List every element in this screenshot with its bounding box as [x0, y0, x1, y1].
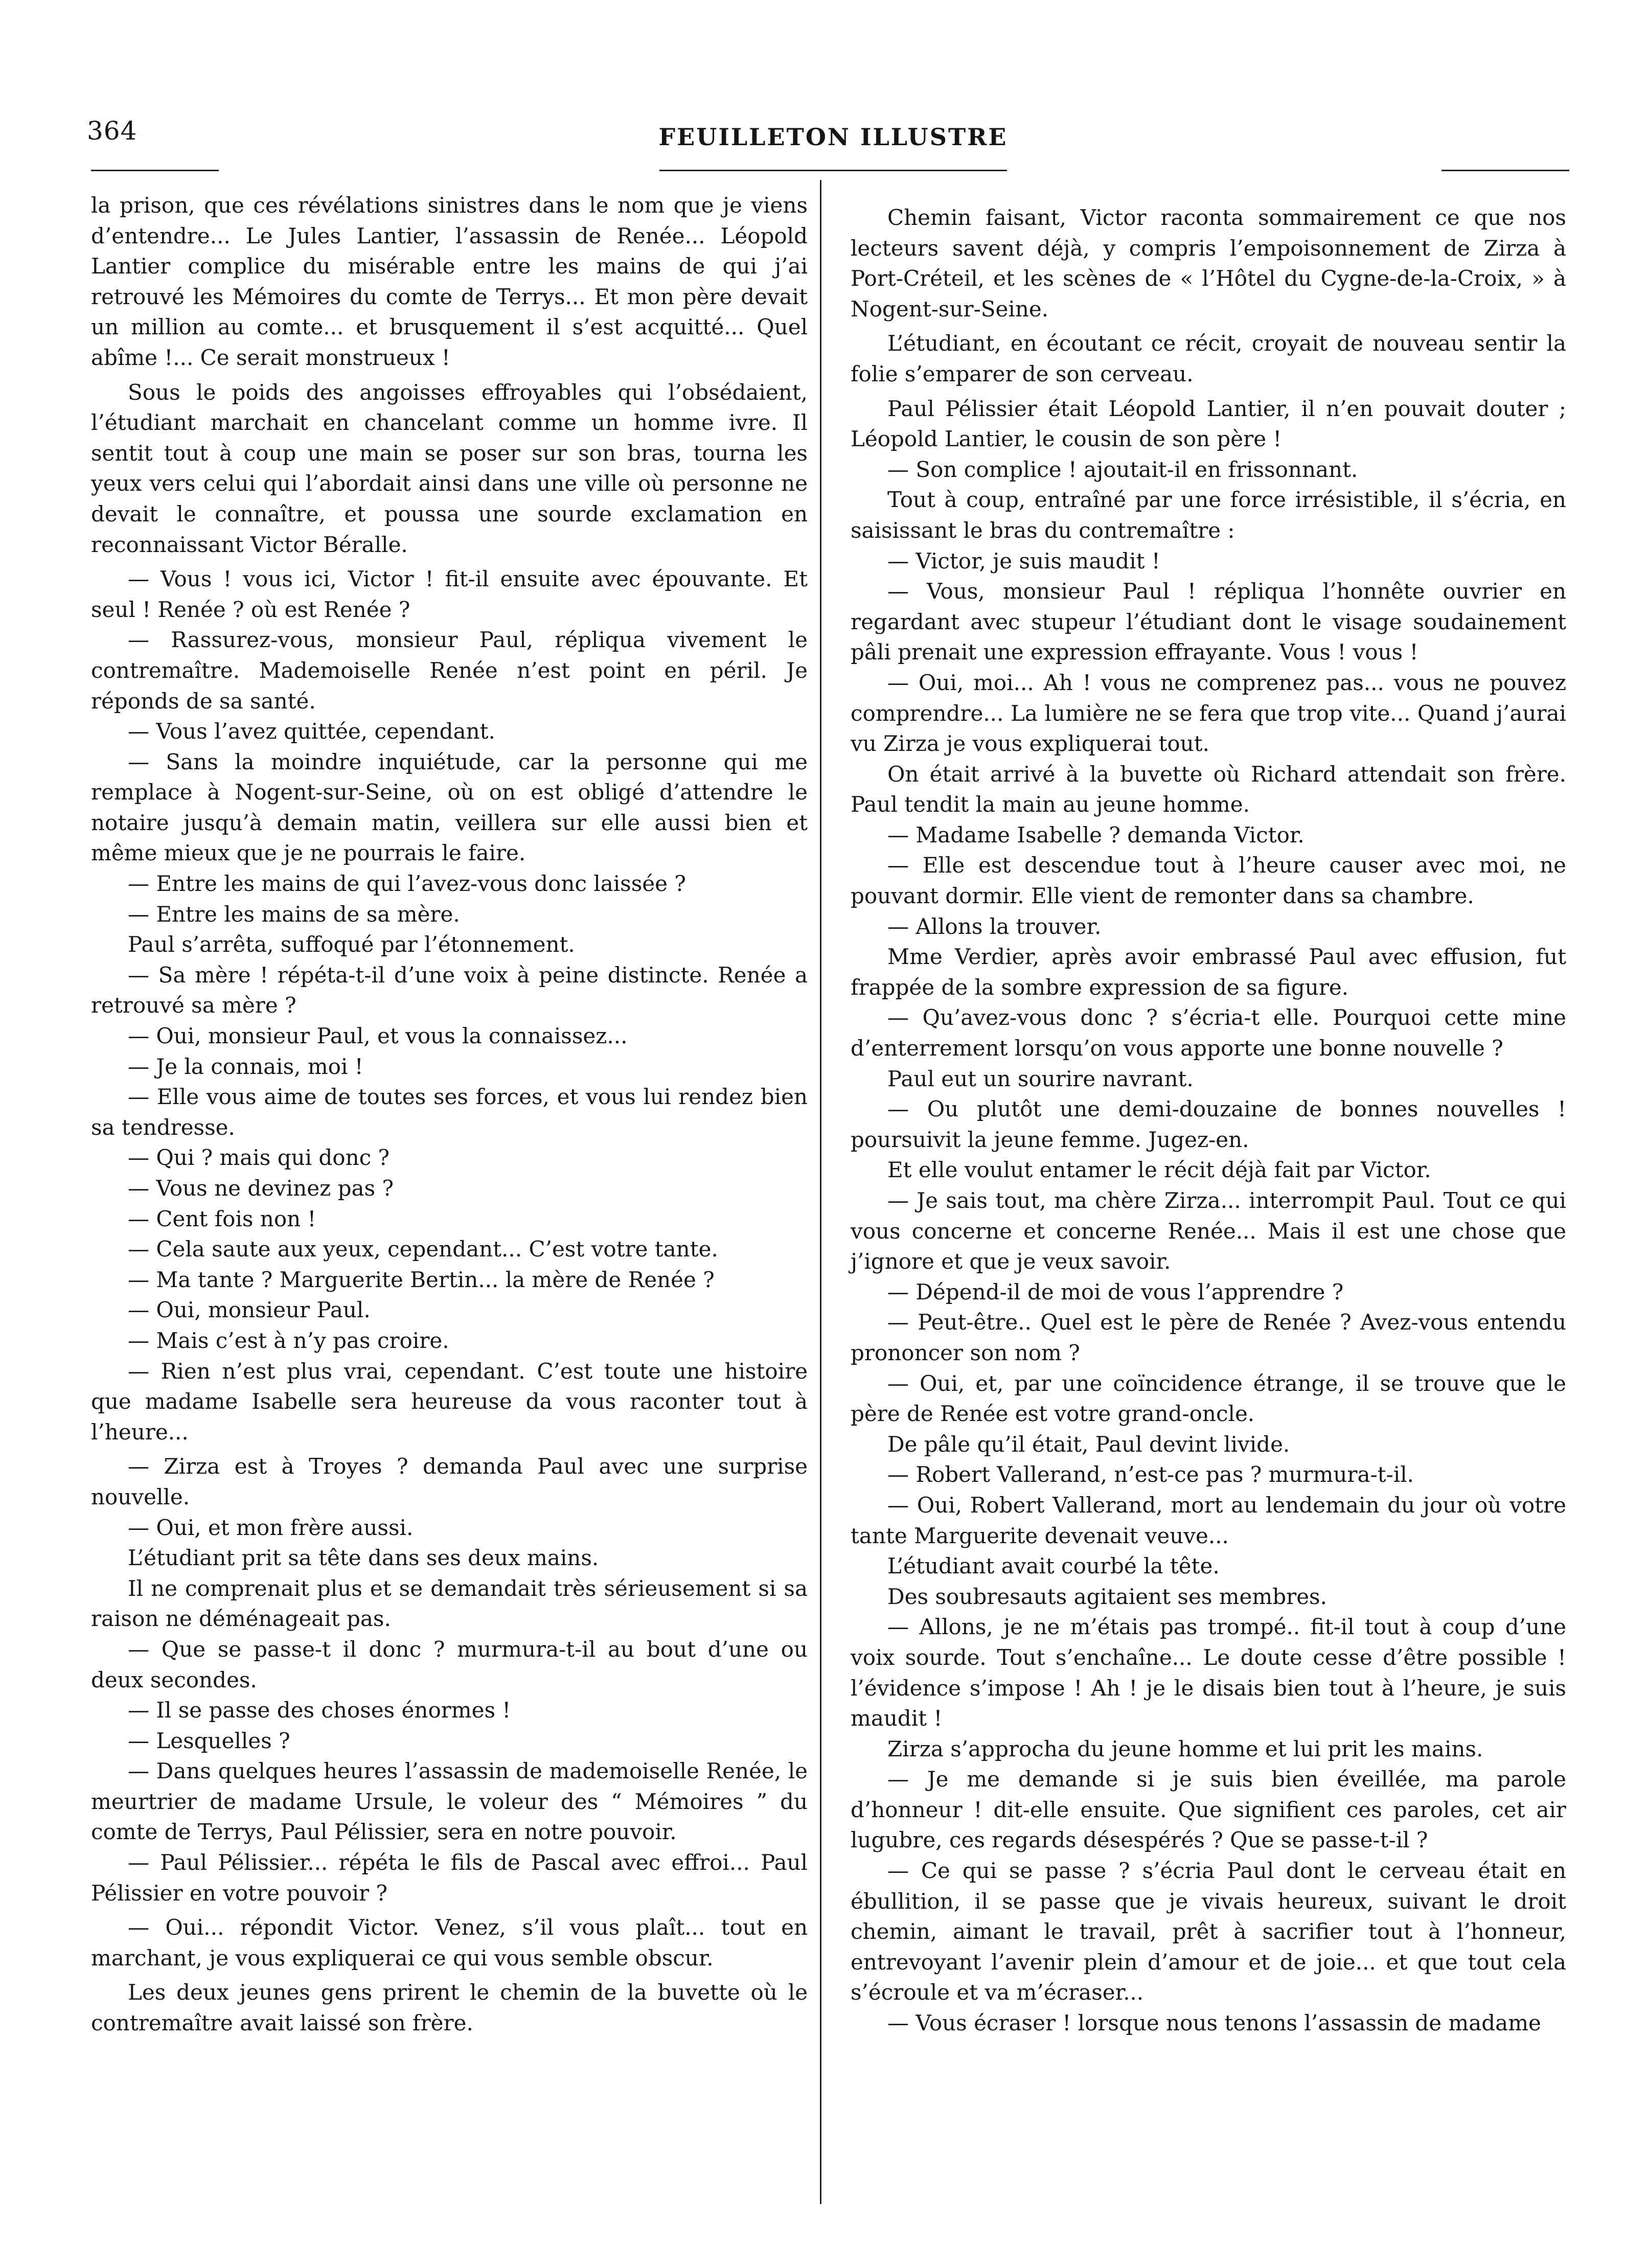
paragraph: L’étudiant prit sa tête dans ses deux mains.	[128, 1545, 599, 1571]
paragraph: la prison, que ces révélations sinistres dans le nom que je viens d’entendre... Le Jules Lantier, l’assassin de Renée... Léopold Lantier complice du misérable entre les mains de qui j’ai retrouvé les Mémoires du comte de Terrys... Et mon père devait un million au comte... et brusquement il s’est acquitté... Quel abîme !... Ce serait monstrueux !	[91, 193, 808, 370]
paragraph: — Je sais tout, ma chère Zirza... interrompit Paul. Tout ce qui vous concerne et concerne Renée... Mais il est une chose que j’ignore et que je veux savoir.	[851, 1188, 1566, 1274]
paragraph: — Cela saute aux yeux, cependant... C’est votre tante.	[128, 1236, 718, 1262]
paragraph: — Oui, Robert Vallerand, mort au lendemain du jour où votre tante Marguerite devenait veuve...	[851, 1492, 1566, 1548]
paragraph: — Entre les mains de qui l’avez-vous donc laissée ?	[128, 871, 686, 897]
paragraph: L’étudiant avait courbé la tête.	[887, 1553, 1220, 1579]
paragraph: Paul s’arrêta, suffoqué par l’étonnement.	[128, 932, 575, 957]
paragraph: L’étudiant, en écoutant ce récit, croyait de nouveau sentir la folie s’emparer de son cerveau.	[851, 331, 1566, 386]
paragraph: — Elle est descendue tout à l’heure causer avec moi, ne pouvant dormir. Elle vient de remonter dans sa chambre.	[851, 853, 1566, 909]
paragraph: — Oui, moi... Ah ! vous ne comprenez pas... vous ne pouvez comprendre... La lumière ne se fera que trop vite... Quand j’aurai vu Zirza je vous expliquerai tout.	[851, 670, 1566, 757]
paragraph: — Oui... répondit Victor. Venez, s’il vous plaît... tout en marchant, je vous expliquerai ce qui vous semble obscur.	[91, 1915, 808, 1971]
paragraph: — Qu’avez-vous donc ? s’écria-t elle. Pourquoi cette mine d’enterrement lorsqu’on vous apporte une bonne nouvelle ?	[851, 1005, 1566, 1061]
paragraph: — Ce qui se passe ? s’écria Paul dont le cerveau était en ébullition, il se passe que je vivais heureux, suivant le droit chemin, aimant le travail, prêt à sacrifier tout à l’honneur, entrevoyant l’avenir plein d’amour et de joie... et que tout cela s’écroule et va m’écraser...	[851, 1858, 1566, 2005]
paragraph: — Sa mère ! répéta-t-il d’une voix à peine distincte. Renée a retrouvé sa mère ?	[91, 962, 808, 1018]
paragraph: — Vous écraser ! lorsque nous tenons l’assassin de madame	[887, 2010, 1541, 2036]
paragraph: — Je me demande si je suis bien éveillée, ma parole d’honneur ! dit-elle ensuite. Que signifient ces paroles, cet air lugubre, ces regards désespérés ? Que se passe-t-il ?	[851, 1767, 1566, 1853]
paragraph: — Oui, monsieur Paul.	[128, 1297, 371, 1323]
paragraph: Tout à coup, entraîné par une force irrésistible, il s’écria, en saisissant le bras du contremaître :	[851, 487, 1566, 543]
paragraph: Paul Pélissier était Léopold Lantier, il n’en pouvait douter ; Léopold Lantier, le cousin de son père !	[851, 396, 1566, 452]
paragraph: — Entre les mains de sa mère.	[128, 901, 460, 927]
paragraph: — Vous ne devinez pas ?	[128, 1176, 394, 1201]
left-column	[91, 190, 808, 2038]
header-rule-center	[659, 170, 1007, 171]
running-title: FEUILLETON ILLUSTRE	[658, 123, 1008, 151]
paragraph: Mme Verdier, après avoir embrassé Paul avec effusion, fut frappée de la sombre expression de sa figure.	[851, 944, 1566, 1000]
paragraph: — Madame Isabelle ? demanda Victor.	[887, 822, 1304, 847]
paragraph: — Son complice ! ajoutait-il en frissonnant.	[887, 456, 1358, 482]
paragraph: Zirza s’approcha du jeune homme et lui prit les mains.	[887, 1736, 1483, 1761]
paragraph: — Sans la moindre inquiétude, car la personne qui me remplace à Nogent-sur-Seine, où on est obligé d’attendre le notaire jusqu’à demain matin, veillera sur elle aussi bien et même mieux que je ne pourrais le faire.	[91, 749, 808, 866]
paragraph: — Elle vous aime de toutes ses forces, et vous lui rendez bien sa tendresse.	[91, 1084, 808, 1140]
paragraph: — Robert Vallerand, n’est-ce pas ? murmura-t-il.	[887, 1462, 1414, 1487]
paragraph: — Oui, et, par une coïncidence étrange, il se trouve que le père de Renée est votre grand-oncle.	[851, 1370, 1566, 1427]
paragraph: On était arrivé à la buvette où Richard attendait son frère. Paul tendit la main au jeune homme.	[851, 761, 1566, 817]
paragraph: — Paul Pélissier... répéta le fils de Pascal avec effroi... Paul Pélissier en votre pouvoir ?	[91, 1850, 808, 1906]
paragraph: Et elle voulut entamer le récit déjà fait par Victor.	[887, 1157, 1431, 1183]
paragraph: — Qui ? mais qui donc ?	[128, 1145, 390, 1171]
header-rule-right	[1441, 170, 1569, 171]
paragraph: — Ou plutôt une demi-douzaine de bonnes nouvelles ! poursuivit la jeune femme. Jugez-en.	[851, 1096, 1566, 1152]
paragraph: — Je la connais, moi !	[128, 1053, 363, 1079]
paragraph: — Oui, et mon frère aussi.	[128, 1515, 414, 1540]
paragraph: — Dans quelques heures l’assassin de mademoiselle Renée, le meurtrier de madame Ursule, le voleur des “ Mémoires ” du comte de Terrys, Paul Pélissier, sera en notre pouvoir.	[91, 1758, 808, 1845]
column-divider	[820, 180, 821, 2204]
paragraph: Sous le poids des angoisses effroyables qui l’obsédaient, l’étudiant marchait en chancelant comme un homme ivre. Il sentit tout à coup une main se poser sur son bras, tourna les yeux vers celui qui l’abordait ainsi dans une ville où personne ne devait le connaître, et poussa une sourde exclamation en reconnaissant Victor Béralle.	[91, 379, 808, 557]
paragraph: Les deux jeunes gens prirent le chemin de la buvette où le contremaître avait laissé son frère.	[91, 1980, 808, 2036]
paragraph: Paul eut un sourire navrant.	[887, 1066, 1194, 1091]
paragraph: — Peut-être.. Quel est le père de Renée ? Avez-vous entendu prononcer son nom ?	[851, 1310, 1566, 1365]
paragraph: Chemin faisant, Victor raconta sommairement ce que nos lecteurs savent déjà, y compris l’empoisonnement de Zirza à Port-Créteil, et les scènes de « l’Hôtel du Cygne-de-la-Croix, » à Nogent-sur-Seine.	[851, 205, 1566, 322]
paragraph: De pâle qu’il était, Paul devint livide.	[887, 1431, 1290, 1457]
paragraph: — Mais c’est à n’y pas croire.	[128, 1327, 449, 1353]
paragraph: — Vous ! vous ici, Victor ! fit-il ensuite avec épouvante. Et seul ! Renée ? où est Renée ?	[91, 566, 808, 622]
paragraph: — Rassurez-vous, monsieur Paul, répliqua vivement le contremaître. Mademoiselle Renée n’est point en péril. Je réponds de sa santé.	[91, 627, 808, 714]
paragraph: — Victor, je suis maudit !	[887, 548, 1160, 574]
paragraph: — Que se passe-t il donc ? murmura-t-il au bout d’une ou deux secondes.	[91, 1636, 808, 1692]
paragraph: — Vous, monsieur Paul ! répliqua l’honnête ouvrier en regardant avec stupeur l’étudiant dont le visage soudainement pâli prenait une expression effrayante. Vous ! vous !	[851, 579, 1566, 665]
header-rule-left	[91, 170, 219, 171]
paragraph: — Oui, monsieur Paul, et vous la connaissez...	[128, 1023, 628, 1049]
paragraph: — Allons, je ne m’étais pas trompé.. fit-il tout à coup d’une voix sourde. Tout s’enchaîne... Le doute cesse d’être possible ! l’évidence s’impose ! Ah ! je le disais bien tout à l’heure, je suis maudit !	[851, 1614, 1566, 1731]
paragraph: — Il se passe des choses énormes !	[128, 1698, 511, 1723]
paragraph: — Allons la trouver.	[887, 913, 1102, 939]
paragraph: — Ma tante ? Marguerite Bertin... la mère de Renée ?	[128, 1267, 715, 1292]
paragraph: — Lesquelles ?	[128, 1728, 290, 1753]
paragraph: — Cent fois non !	[128, 1206, 316, 1231]
paragraph: Des soubresauts agitaient ses membres.	[887, 1584, 1327, 1609]
paragraph: — Zirza est à Troyes ? demanda Paul avec une surprise nouvelle.	[91, 1454, 808, 1509]
paragraph: Il ne comprenait plus et se demandait très sérieusement si sa raison ne déménageait pas.	[91, 1575, 808, 1632]
right-column	[851, 202, 1566, 2038]
paragraph: — Vous l’avez quittée, cependant.	[128, 719, 495, 744]
paragraph: — Dépend-il de moi de vous l’apprendre ?	[887, 1279, 1344, 1304]
page-number: 364	[87, 116, 138, 146]
paragraph: — Rien n’est plus vrai, cependant. C’est toute une histoire que madame Isabelle sera heureuse da vous raconter tout à l’heure...	[91, 1358, 808, 1445]
